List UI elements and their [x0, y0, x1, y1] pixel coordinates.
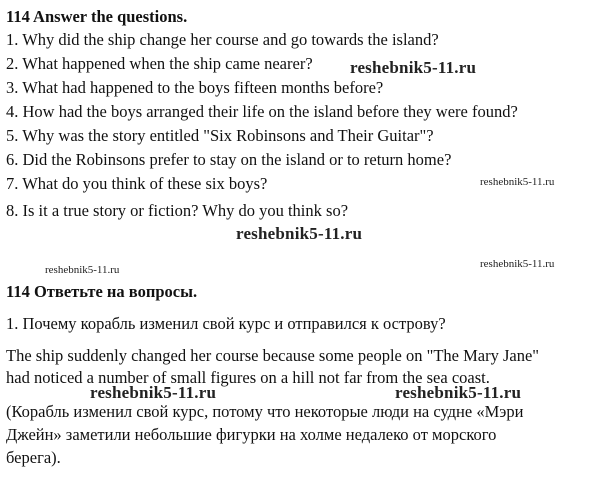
- watermark: reshebnik5-11.ru: [350, 58, 477, 77]
- question-8: 8. Is it a true story or fiction? Why do you think so?: [6, 201, 349, 220]
- question-4: 4. How had the boys arranged their life on the island before they were found?: [6, 102, 518, 121]
- russian-question-1: 1. Почему корабль изменил свой курс и отправился к острову?: [6, 314, 446, 333]
- translation-line-1: (Корабль изменил свой курс, потому что некоторые люди на судне «Мэри: [6, 402, 524, 421]
- watermark: reshebnik5-11.ru: [480, 176, 555, 188]
- translation-line-2: Джейн» заметили небольшие фигурки на холме недалеко от морского: [6, 425, 497, 444]
- watermark: reshebnik5-11.ru: [90, 383, 217, 402]
- question-3: 3. What had happened to the boys fifteen months before?: [6, 78, 384, 97]
- answer-line-1: The ship suddenly changed her course because some people on "The Mary Jane": [6, 346, 540, 365]
- watermark: reshebnik5-11.ru: [480, 258, 555, 270]
- watermark: reshebnik5-11.ru: [45, 264, 120, 276]
- translation-line-3: берега).: [6, 448, 61, 467]
- question-5: 5. Why was the story entitled "Six Robinsons and Their Guitar"?: [6, 126, 434, 145]
- question-2: 2. What happened when the ship came nearer?: [6, 54, 313, 73]
- english-heading: 114 Answer the questions.: [6, 7, 188, 26]
- watermark: reshebnik5-11.ru: [395, 383, 522, 402]
- question-6: 6. Did the Robinsons prefer to stay on the island or to return home?: [6, 150, 452, 169]
- question-7: 7. What do you think of these six boys?: [6, 174, 268, 193]
- watermark: reshebnik5-11.ru: [236, 224, 363, 243]
- answer-line-2: had noticed a number of small figures on a hill not far from the sea coast.: [6, 368, 490, 387]
- russian-heading: 114 Ответьте на вопросы.: [6, 282, 198, 301]
- question-1: 1. Why did the ship change her course and go towards the island?: [6, 30, 439, 49]
